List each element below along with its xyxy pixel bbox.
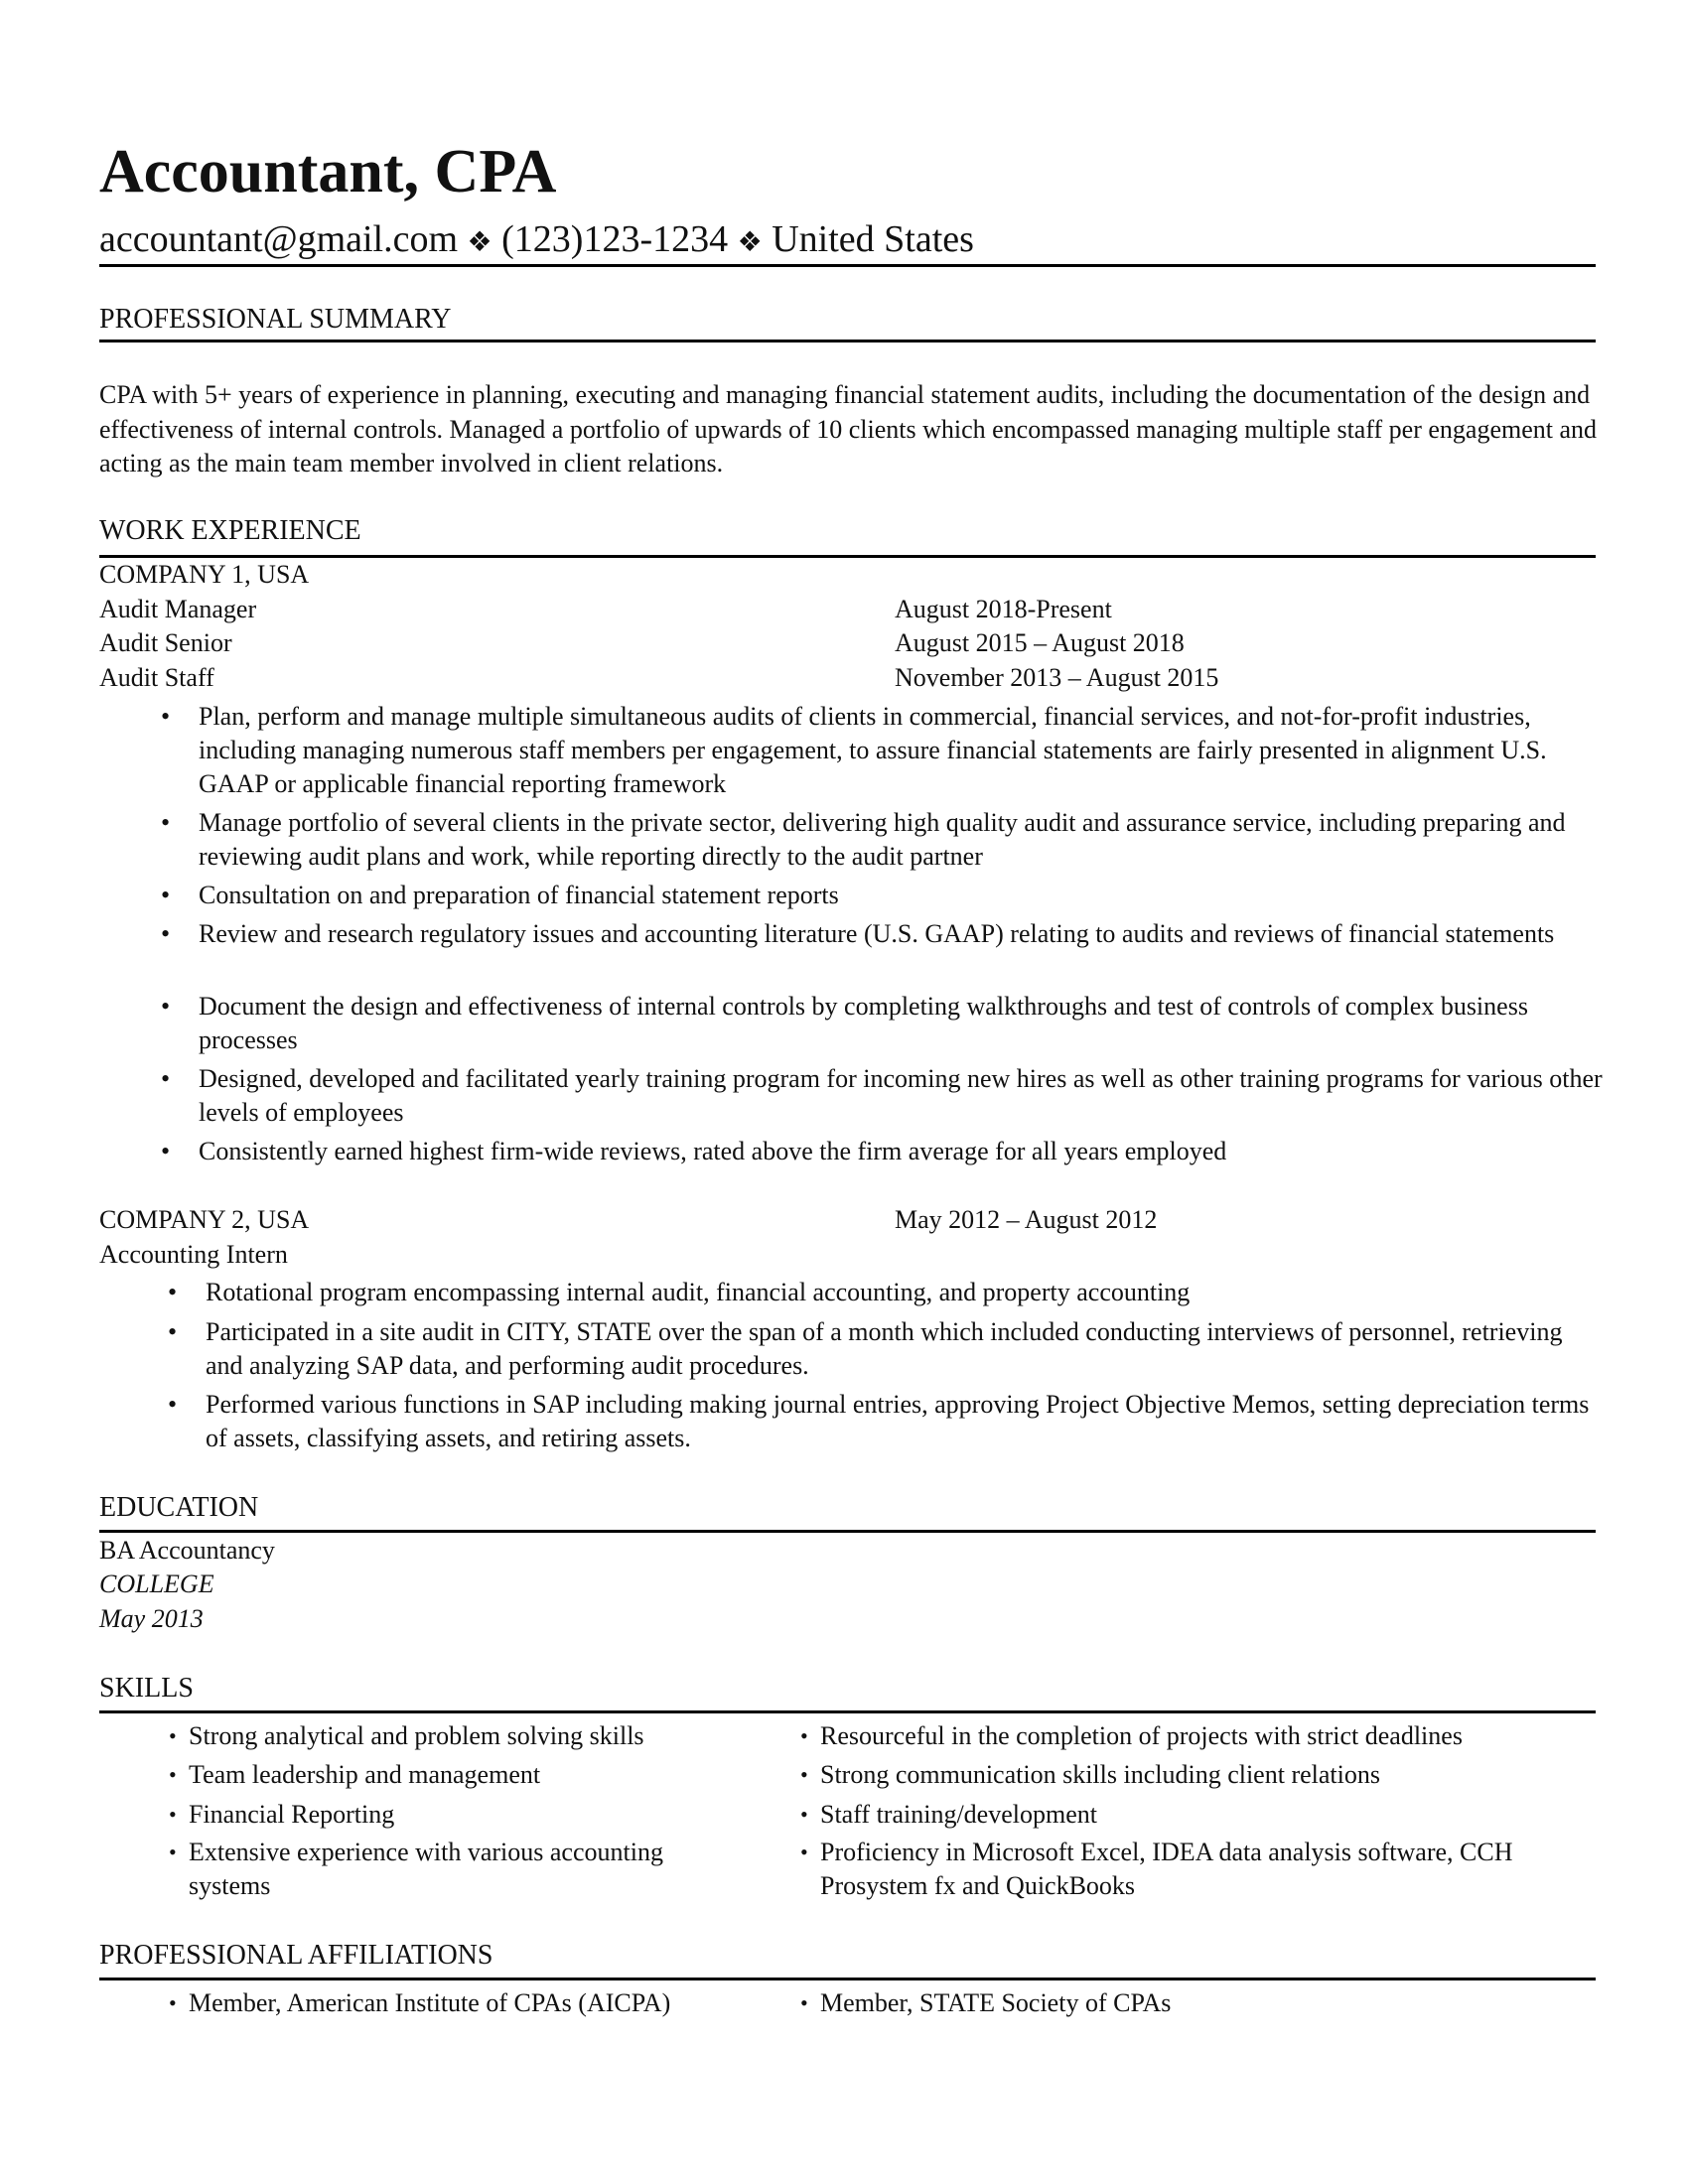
bullet-icon: • — [161, 919, 171, 948]
skill-item: • Staff training/development — [820, 1798, 1605, 1832]
bullet-icon: • — [800, 1802, 808, 1827]
separator-icon: ❖ — [467, 227, 492, 258]
summary-text: CPA with 5+ years of experience in planning, executing and managing financial statement audits, including the documentation of the design and effectiveness of internal controls. Managed a portfolio of upwards of 10 clients which encompassed managing multiple staff per engagement and acting as the main team member involved in client relations. — [99, 380, 1598, 478]
list-item: • Document the design and effectiveness of internal controls by completing walkthroughs and test of controls of complex business processes — [161, 992, 1528, 1054]
divider — [99, 1710, 1596, 1713]
divider — [99, 555, 1596, 558]
resume-name: Accountant, CPA — [99, 138, 557, 205]
separator-icon: ❖ — [737, 227, 763, 258]
bullet-icon: • — [169, 1723, 177, 1748]
job-title: Audit Staff — [99, 663, 214, 692]
section-heading-education: EDUCATION — [99, 1492, 259, 1523]
job-title: Accounting Intern — [99, 1240, 288, 1269]
section-heading-skills: SKILLS — [99, 1673, 194, 1704]
list-item: • Plan, perform and manage multiple simultaneous audits of clients in commercial, financial services, and not-for-profit industries, including managing numerous staff members per engagement, to assure financial statements are fairly presented in alignment U.S. GAAP or applicable financial reporting framework — [161, 702, 1547, 798]
job-title: Audit Manager — [99, 595, 257, 623]
bullet-icon: • — [161, 808, 171, 837]
list-item: • Participated in a site audit in CITY, STATE over the span of a month which included conducting interviews of personnel, retrieving and analyzing SAP data, and performing audit procedures. — [168, 1317, 1563, 1380]
skill-item: • Proficiency in Microsoft Excel, IDEA data analysis software, CCH Prosystem fx and QuickBooks — [800, 1838, 1513, 1900]
divider — [99, 264, 1596, 267]
list-item: • Consistently earned highest firm-wide reviews, rated above the firm average for all years employed — [199, 1135, 1609, 1168]
list-item: • Consultation on and preparation of financial statement reports — [199, 879, 1609, 912]
bullet-icon: • — [168, 1390, 178, 1419]
job-dates: May 2012 – August 2012 — [895, 1205, 1158, 1234]
bullet-icon: • — [800, 1990, 808, 2015]
section-heading-affiliations: PROFESSIONAL AFFILIATIONS — [99, 1940, 493, 1971]
bullet-icon: • — [161, 881, 171, 909]
bullet-icon: • — [161, 1137, 171, 1165]
divider — [99, 340, 1596, 342]
degree: BA Accountancy — [99, 1536, 275, 1565]
skill-item: • Team leadership and management — [189, 1758, 715, 1792]
job-dates: November 2013 – August 2015 — [895, 663, 1219, 692]
graduation-date: May 2013 — [99, 1604, 204, 1633]
skill-item: • Strong communication skills including client relations — [820, 1758, 1605, 1792]
bullet-icon: • — [169, 1762, 177, 1787]
list-item: • Rotational program encompassing internal audit, financial accounting, and property accounting — [206, 1276, 1616, 1309]
bullet-icon: • — [169, 1840, 177, 1864]
job-title: Audit Senior — [99, 628, 232, 657]
section-heading-work: WORK EXPERIENCE — [99, 515, 361, 546]
bullet-icon: • — [800, 1762, 808, 1787]
bullet-icon: • — [169, 1990, 177, 2015]
list-item: • Review and research regulatory issues and accounting literature (U.S. GAAP) relating to audits and reviews of financial statements — [199, 917, 1609, 951]
bullet-icon: • — [800, 1840, 808, 1864]
divider — [99, 1978, 1596, 1980]
bullet-icon: • — [169, 1802, 177, 1827]
list-item: • Performed various functions in SAP including making journal entries, approving Project Objective Memos, setting depreciation terms of assets, classifying assets, and retiring assets. — [168, 1390, 1590, 1452]
list-item: • Designed, developed and facilitated yearly training program for incoming new hires as well as other training programs for various other levels of employees — [161, 1064, 1603, 1127]
affiliation-item: • Member, STATE Society of CPAs — [820, 1986, 1515, 2020]
skill-item: • Resourceful in the completion of projects with strict deadlines — [820, 1719, 1605, 1753]
section-heading-summary: PROFESSIONAL SUMMARY — [99, 304, 452, 335]
phone: (123)123-1234 — [501, 218, 729, 260]
bullet-icon: • — [800, 1723, 808, 1748]
divider — [99, 1530, 1596, 1533]
list-item: • Manage portfolio of several clients in the private sector, delivering high quality audit and assurance service, including preparing and reviewing audit plans and work, while reporting directly to the audit partner — [161, 808, 1566, 871]
company-name: COMPANY 1, USA — [99, 560, 310, 589]
company-name: COMPANY 2, USA — [99, 1205, 310, 1234]
affiliation-item: • Member, American Institute of CPAs (AICPA) — [189, 1986, 784, 2020]
job-dates: August 2015 – August 2018 — [895, 628, 1185, 657]
location: United States — [772, 218, 974, 260]
bullet-icon: • — [161, 1064, 171, 1093]
bullet-icon: • — [168, 1317, 178, 1346]
skill-item: • Strong analytical and problem solving skills — [189, 1719, 715, 1753]
bullet-icon: • — [161, 702, 171, 731]
skill-item: • Extensive experience with various accounting systems — [169, 1838, 663, 1900]
school: COLLEGE — [99, 1570, 214, 1598]
bullet-icon: • — [161, 992, 171, 1021]
bullet-icon: • — [168, 1278, 178, 1306]
job-dates: August 2018-Present — [895, 595, 1112, 623]
contact-line — [99, 216, 974, 266]
skill-item: • Financial Reporting — [189, 1798, 715, 1832]
email: accountant@gmail.com — [99, 218, 459, 260]
